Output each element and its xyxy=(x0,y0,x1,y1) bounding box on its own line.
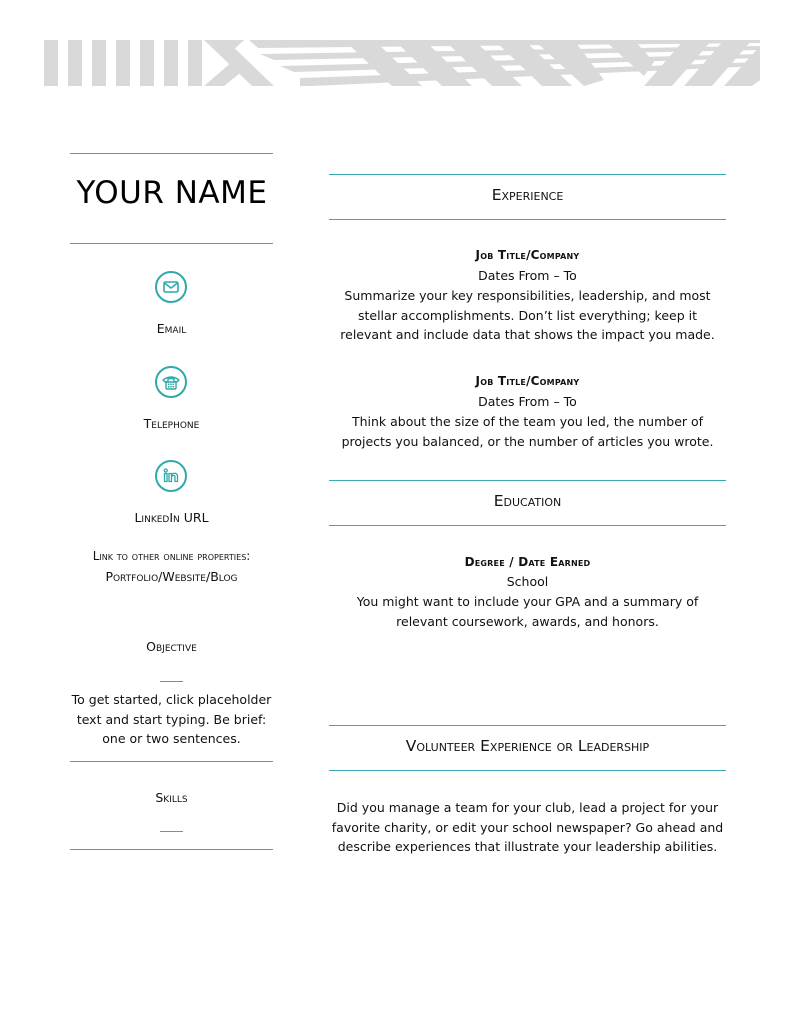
job-dates-2: Dates From – To xyxy=(478,394,577,409)
decorative-banner xyxy=(44,40,760,86)
job-title-1: Job Title/Company xyxy=(475,248,580,262)
education-top-rule xyxy=(329,480,726,481)
education-description: You might want to include your GPA and a summary of relevant coursework, awards, and honors. xyxy=(356,594,699,629)
telephone-label: Telephone xyxy=(143,416,200,431)
your-name: YOUR NAME xyxy=(76,175,268,211)
telephone-icon xyxy=(155,366,187,398)
name-bottom-rule xyxy=(70,243,273,244)
school-name: School xyxy=(506,574,549,589)
other-online-line1: Link to other online properties: xyxy=(92,549,251,563)
education-bottom-rule xyxy=(329,525,726,526)
skills-heading: Skills xyxy=(155,790,188,805)
degree-title: Degree / Date Earned xyxy=(464,555,591,569)
volunteer-top-rule xyxy=(329,725,726,726)
skills-divider xyxy=(160,831,183,832)
linkedin-icon xyxy=(155,460,187,492)
objective-text: To get started, click placeholder text and start typing. Be brief: one or two sentences. xyxy=(71,692,272,747)
name-top-rule xyxy=(70,153,273,154)
objective-bottom-rule xyxy=(70,761,273,762)
volunteer-heading: Volunteer Experience or Leadership xyxy=(405,737,650,755)
email-icon xyxy=(155,271,187,303)
experience-top-rule xyxy=(329,174,726,175)
other-online-line2: Portfolio/Website/Blog xyxy=(105,569,238,584)
volunteer-description: Did you manage a team for your club, lead a project for your favorite charity, or edit your school newspaper? Go ahead and describe experiences that illustrate your leadership abilities. xyxy=(331,800,724,855)
skills-bottom-rule xyxy=(70,849,273,850)
objective-divider xyxy=(160,681,183,682)
education-heading: Education xyxy=(493,492,562,510)
job-dates-1: Dates From – To xyxy=(478,268,577,283)
objective-heading: Objective xyxy=(146,639,197,654)
experience-bottom-rule xyxy=(329,219,726,220)
email-label: Email xyxy=(156,321,187,336)
job-description-2: Think about the size of the team you led, the number of projects you balanced, or the number of articles you wrote. xyxy=(341,414,714,449)
volunteer-bottom-rule xyxy=(329,770,726,771)
job-description-1: Summarize your key responsibilities, leadership, and most stellar accomplishments. Don’t list everything; keep it relevant and include data that shows the impact you made. xyxy=(340,288,715,343)
job-title-2: Job Title/Company xyxy=(475,374,580,388)
linkedin-label: LinkedIn URL xyxy=(134,510,209,525)
experience-heading: Experience xyxy=(491,186,564,204)
